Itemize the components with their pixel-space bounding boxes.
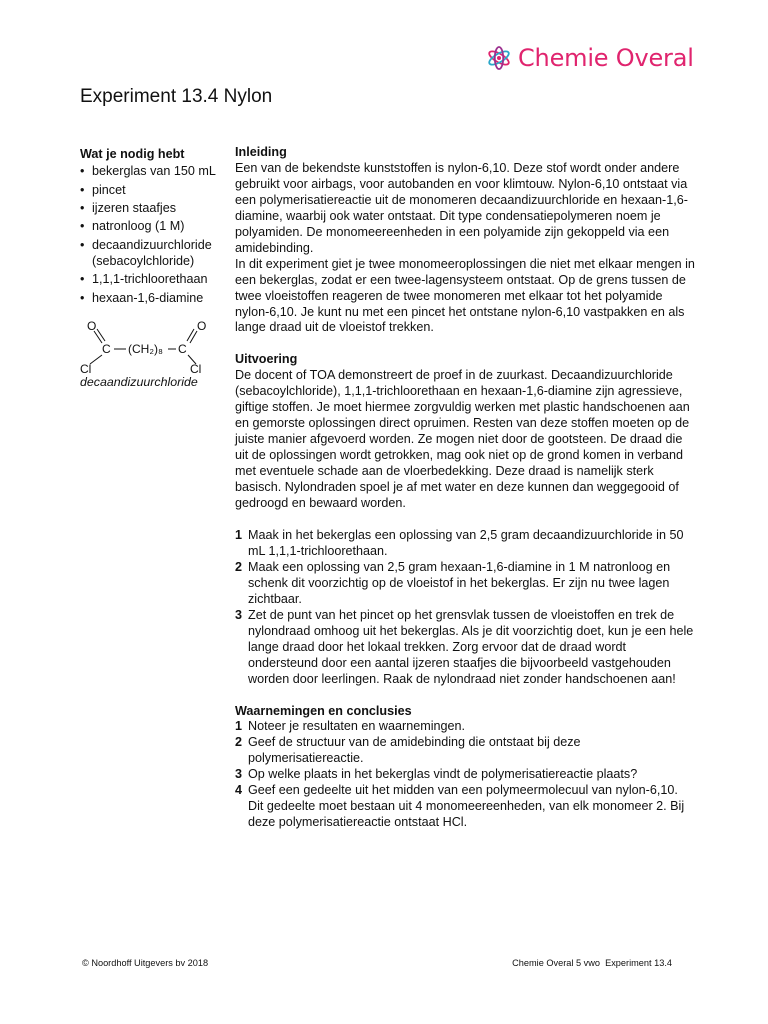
question-number: 3 [235,767,243,782]
list-item [235,767,695,783]
main-content [235,145,695,831]
atom-icon [486,45,512,71]
list-item: • bekerglas van 150 mL [80,163,230,179]
list-item [235,783,695,831]
question-number: 4 [235,783,243,798]
observation-questions [235,719,695,831]
list-item [235,560,695,608]
chlorine-left: Cl [80,362,92,376]
list-item [235,608,695,688]
procedure-paragraph: De docent of TOA demonstreert de proef in de zuurkast. Decaandizuurchloride (sebacoylchloride), 1,1,1-trichloorethaan en hexaan-1,6-diamine zijn agressieve, giftige stoffen. Je moet hiermee zorgvuldig werken met plastic handschoenen aan en gemorste oplossingen direct opruimen. Resten van deze stoffen moeten op de juiste manier afgevoerd worden. Ze mogen niet door de gootsteen. De draad die uit de oplossingen wordt getrokken, mag ook niet op de grond komen in verband met eventuele schade aan de vloerbedekking. Deze draad is namelijk sterk basisch. Nylondraden spoel je af met water en deze kunnen dan weggegooid of gedroogd en bewaard worden. [235,368,690,511]
copyright-footer: © Noordhoff Uitgevers bv 2018 [82,958,209,968]
intro-paragraph: Een van de bekendste kunststoffen is nylon-6,10. Deze stof wordt onder andere gebruikt voor airbags, voor autobanden en voor klimtouw. Nylon-6,10 ontstaat via een polymerisatiereactie uit de monomeren decaandizuurchloride en hexaan-1,6-diamine, waarbij ook water ontstaat. Dit type condensatiepolymeren noem je polyamiden. De monomeereenheden in een polyamide zijn gekoppeld via een amidebinding. [235,160,688,255]
logo-text: Chemie Overal [518,44,694,72]
question-number: 1 [235,719,243,734]
intro-paragraph: In dit experiment giet je twee monomeeroplossingen die niet met elkaar mengen in een bekerglas, zodat er een twee-lagensysteem ontstaat. Op de grens tussen de twee vloeistoffen reageren de twee monomeren met elkaar tot het polyamide nylon-6,10. Je kunt nu met een pincet het ontstane nylon-6,10 vastpakken en als lange draad uit de vloeistof trekken. [235,256,695,335]
section-heading-procedure: Uitvoering [235,352,298,367]
step-number: 2 [235,559,243,574]
step-number: 1 [235,527,243,542]
question-text: Noteer je resultaten en waarnemingen. [248,719,466,734]
procedure-steps [235,528,695,688]
question-number: 2 [235,735,243,750]
materials-list [80,163,230,306]
section-heading-observations: Waarnemingen en conclusies [235,703,412,718]
list-item: • decaandizuurchloride (sebacoylchloride) [80,237,230,269]
list-item [235,735,695,767]
carbon-left: C [102,342,111,356]
materials-sidebar [80,146,230,308]
step-text: Maak in het bekerglas een oplossing van 2,5 gram decaandizuurchloride in 50 mL 1,1,1-trichloorethaan. [248,527,684,558]
book-reference-footer: Chemie Overal 5 vwo Experiment 13.4 [512,958,672,968]
structural-formula [80,318,240,396]
brand-logo [486,44,694,72]
step-text: Zet de punt van het pincet op het grensvlak tussen de vloeistoffen en trek de nylondraad omhoog uit het bekerglas. Als je dit voorzichtig doet, kun je een hele lange draad door het lokaal trekken. Zorg ervoor dat de draad wordt ondersteund door een aantal ijzeren staafjes die bijvoorbeeld vastgehouden worden door leerlingen. Raak de nylondraad niet zonder handschoenen aan! [248,607,694,686]
page-title: Experiment 13.4 Nylon [80,86,273,107]
list-item: • pincet [80,182,230,198]
question-text: Geef de structuur van de amidebinding die ontstaat bij deze polymerisatiereactie. [248,735,581,766]
list-item [235,528,695,560]
question-text: Geef een gedeelte uit het midden van een polymeermolecuul van nylon-6,10. Dit gedeelte moet bestaan uit 4 monomeereenheden, van elk monomeer 2. Bij deze polymerisatiereactie ontstaat HCl. [248,783,685,830]
oxygen-left: O [87,319,97,333]
question-text: Op welke plaats in het bekerglas vindt de polymerisatiereactie plaats? [248,767,638,782]
chlorine-right: Cl [190,362,202,376]
list-item [235,719,695,735]
section-heading-intro: Inleiding [235,145,287,159]
list-item: • 1,1,1-trichloorethaan [80,271,230,287]
step-number: 3 [235,607,243,622]
carbon-right: C [178,342,187,356]
step-text: Maak een oplossing van 2,5 gram hexaan-1,6-diamine in 1 M natronloog en schenk dit voorzichtig op de vloeistof in het bekerglas. Er zijn nu twee lagen zichtbaar. [248,559,671,606]
list-item: • hexaan-1,6-diamine [80,290,230,306]
list-item: • ijzeren staafjes [80,200,230,216]
formula-caption: decaandizuurchloride [80,375,198,389]
oxygen-right: O [197,319,207,333]
list-item: • natronloog (1 M) [80,218,230,234]
methylene-chain: (CH₂)₈ [128,342,163,356]
materials-heading: Wat je nodig hebt [80,147,185,161]
